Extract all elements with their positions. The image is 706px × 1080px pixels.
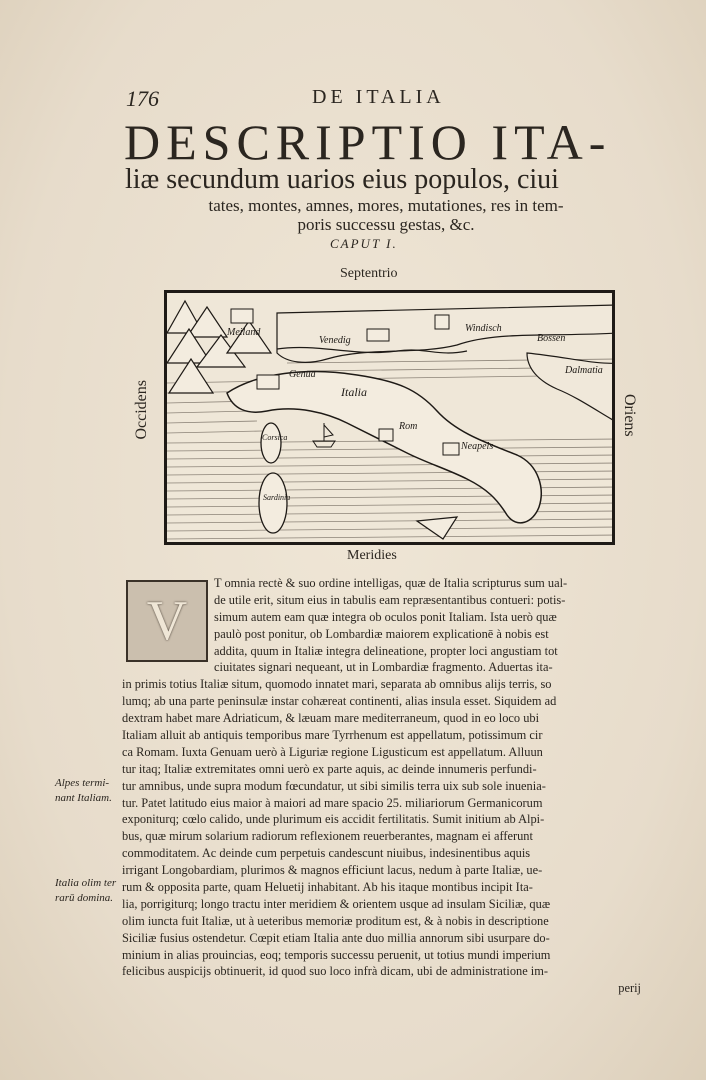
marginal-note-line: nant Italiam. xyxy=(55,792,112,804)
marginal-note-alps xyxy=(55,776,121,806)
place-rom: Rom xyxy=(399,421,418,432)
compass-south-label: Meridies xyxy=(347,548,397,563)
body-line: tur itaq; Italiæ extremitates omni uerò ex parte aquis, ac deinde innumeris perfundi- xyxy=(122,761,537,776)
marginal-note-line: rarū domina. xyxy=(55,892,114,904)
body-line: Siciliæ fusius ostendetur. Cœpit etiam Italia ante duo millia annorum sibi usurpare do- xyxy=(122,930,550,945)
body-line: ca Romam. Iuxta Genuam uerò à Liguriæ regione Ligusticum est appellatum. Alluun xyxy=(122,744,543,759)
body-line: ciuitates signari nequeant, ut in Lombardiæ fragmento. Aduertas ita- xyxy=(214,660,553,675)
corsica-island xyxy=(261,423,281,463)
place-meiland: Meiland xyxy=(227,327,261,338)
marginal-note-domina xyxy=(55,876,121,906)
subtitle-line-2: tates, montes, amnes, mores, mutationes, res in tem- xyxy=(208,196,564,215)
catchword: perij xyxy=(618,981,641,996)
body-line: simum autem eam quæ integra ob oculos ponit Italiam. Ista uerò quæ xyxy=(214,609,557,624)
sicily-island xyxy=(417,517,457,539)
place-italia: Italia xyxy=(341,385,367,399)
body-line: lumq; ab una parte peninsulæ instar cohæreat continenti, alias insula esset. Siquidem ad xyxy=(122,694,557,709)
page-title: DESCRIPTIO ITA- xyxy=(124,114,612,170)
marginal-note-line: Alpes termi- xyxy=(55,777,110,789)
body-line: rum & opposita parte, quam Heluetij inhabitant. Ab his itaque montibus incipit Ita- xyxy=(122,880,533,895)
body-line: paulò post ponitur, ob Lombardiæ maiorem explicationē à nobis est xyxy=(214,626,549,641)
subtitle-line-1: liæ secundum uarios eius populos, ciui xyxy=(125,164,559,195)
page-number: 176 xyxy=(126,86,159,111)
body-line: dextram habet mare Adriaticum, & læuam mare mediterraneum, quod in eo loco ubi xyxy=(122,711,540,726)
body-line: felicibus auspicijs obtinuerit, id quod suo loco infrà dicam, ubi de administratione im- xyxy=(122,964,549,979)
body-line: tur. Patet latitudo eius maior à maiori ad mare spacio 25. miliariorum Germanicorum xyxy=(122,795,543,810)
body-line: exponiturq; cœlo calido, unde plurimum eis accidit fertilitatis. Sumit initium ab Alpi- xyxy=(122,812,545,827)
place-dalmatia: Dalmatia xyxy=(565,365,603,376)
running-head: DE ITALIA xyxy=(312,86,445,108)
body-line: lia, porrigiturq; longo tractu inter meridiem & orientem usque ad insulam Siciliæ, quæ xyxy=(122,896,551,911)
place-corsica: Corsica xyxy=(262,433,288,442)
subtitle-line-3: poris successu gestas, &c. xyxy=(297,215,475,234)
ship-drawing xyxy=(313,423,335,447)
chapter-heading: CAPUT I. xyxy=(330,236,398,251)
body-line: in primis totius Italiæ situm, quomodo innatet mari, separata ab omnibus alijs terris, so xyxy=(122,677,552,692)
body-line: irrigant Longobardiam, plurimos & magnos efficiunt lacus, nedum à parte Italiæ, ue- xyxy=(122,863,543,878)
dalmatian-coast xyxy=(527,353,615,423)
body-line: de utile erit, situm eius in tabulis eam repræsentantibus contueri: potis- xyxy=(214,592,566,607)
compass-east-label: Oriens xyxy=(621,394,638,437)
place-sardinia: Sardinia xyxy=(263,493,291,502)
body-line: addita, quum in Italiæ integra delineatione, propter loci angustiam tot xyxy=(214,643,558,658)
place-neapels: Neapels xyxy=(461,441,494,452)
place-venedig: Venedig xyxy=(319,335,351,346)
body-line: olim iuncta fuit Italiæ, ut à ueteribus memoriæ proditum est, & à nobis in descriptione xyxy=(122,913,549,928)
compass-west-label: Occidens xyxy=(133,380,150,440)
body-line: bus, quæ mirum solarium radiorum reflexionem reuerberantes, magnam ei afferunt xyxy=(122,829,533,844)
place-windisch: Windisch xyxy=(465,323,502,334)
marginal-note-line: Italia olim ter xyxy=(55,877,117,889)
woodcut-map-of-italy xyxy=(164,290,615,545)
place-bossen: Bossen xyxy=(537,333,566,344)
body-line: tur amnibus, unde supra modum fœcundatur, ut sibi similis terra uix sub sole inuenia- xyxy=(122,778,546,793)
body-line: T omnia rectè & suo ordine intelligas, quæ de Italia scripturus sum ual- xyxy=(214,576,568,590)
body-line: commoditatem. Ac deinde cum perpetuis candescunt niuibus, indesinentibus aquis xyxy=(122,846,531,861)
sardinia-island xyxy=(259,473,287,533)
body-line: minium in alias prouincias, eoq; temporis successu peruenit, ut totius mundi imperium xyxy=(122,947,551,962)
body-text xyxy=(122,575,647,997)
place-genua: Genua xyxy=(289,369,316,380)
body-line: Italiam alluit ab antiquis temporibus mare Tyrrhenum est appellatum, potissimum cir xyxy=(122,728,543,743)
initial-letter: V xyxy=(146,590,188,652)
compass-north-label: Septentrio xyxy=(340,266,398,281)
